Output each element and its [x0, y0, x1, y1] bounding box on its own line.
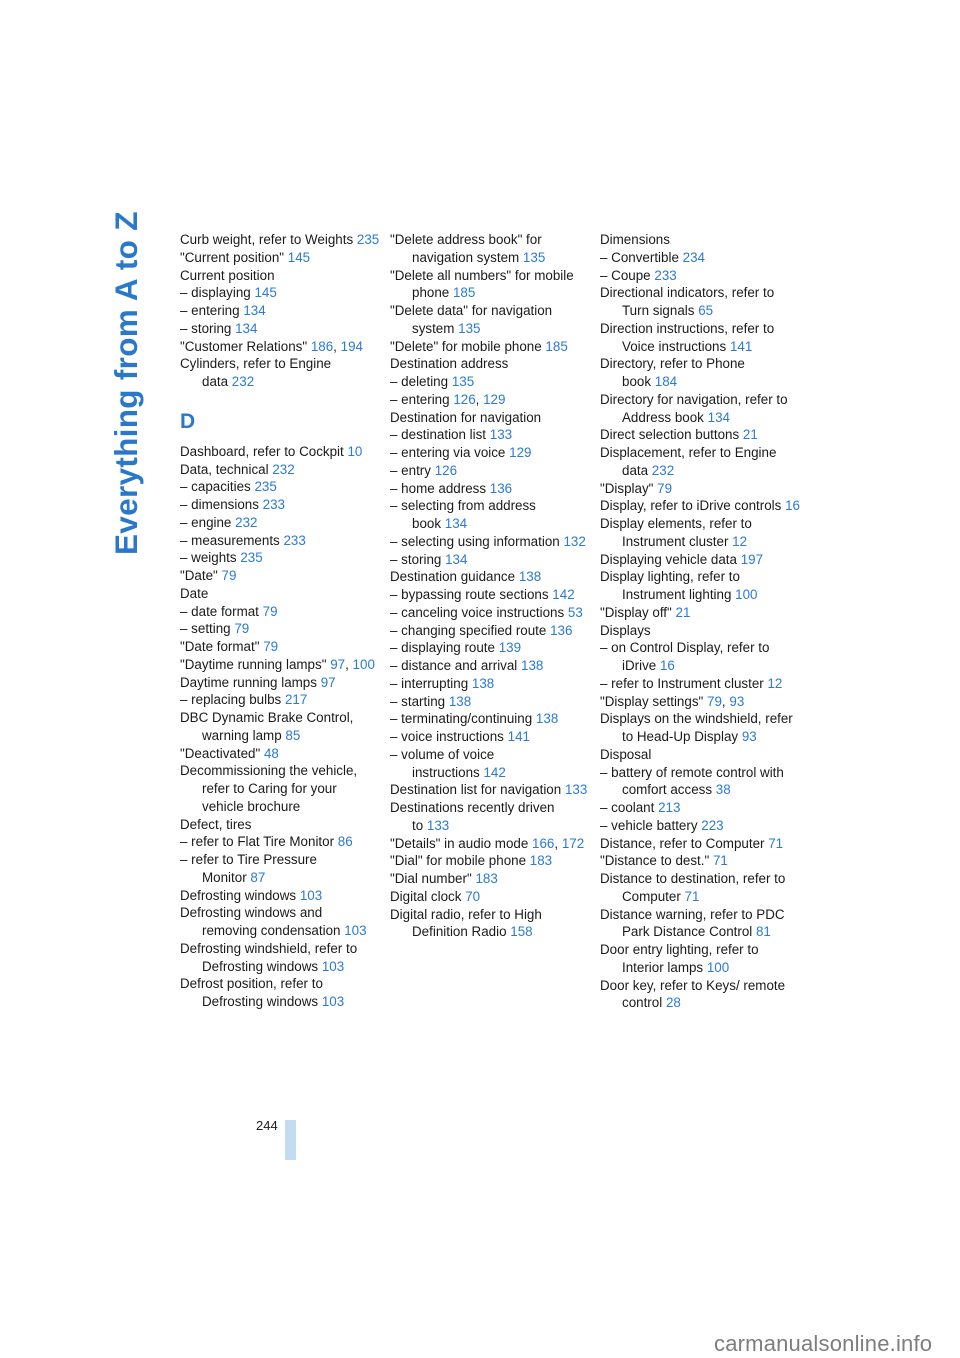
index-subentry — [390, 480, 590, 498]
index-entry — [390, 781, 590, 799]
index-subentry — [390, 586, 590, 604]
page-reference-link[interactable]: 232 — [231, 374, 255, 389]
index-entry — [390, 409, 590, 427]
entry-text: canceling voice instructions — [401, 604, 565, 620]
page-reference-link[interactable]: 71 — [684, 888, 700, 904]
index-entry — [390, 568, 590, 586]
entry-text: "Daytime running lamps" — [180, 656, 327, 672]
entry-text: "Delete" for mobile phone — [390, 338, 542, 354]
index-subentry — [390, 533, 590, 551]
entry-text: Displays — [600, 622, 651, 638]
index-entry — [600, 515, 800, 551]
entry-text: "Delete data" for navigation system — [390, 303, 553, 336]
page-reference-link[interactable]: 134 — [243, 303, 266, 318]
entry-text: Direction instructions, refer to Voice instructions — [600, 320, 775, 354]
index-entry — [180, 249, 380, 267]
index-subentry — [180, 620, 380, 638]
page-reference-link[interactable]: 232 — [272, 461, 295, 477]
entry-text: Convertible — [611, 249, 679, 265]
entry-text: Defrosting windshield, refer to Defrosting windows — [180, 940, 358, 974]
index-entry — [600, 480, 800, 498]
page-reference-link[interactable]: 100 — [352, 656, 375, 672]
entry-text: Dashboard, refer to Cockpit — [180, 443, 344, 459]
index-entry: "Display settings" 79, 93 — [600, 693, 745, 709]
index-entry — [600, 746, 800, 764]
page-reference-link[interactable]: 97 — [320, 674, 336, 690]
entry-text: Digital radio, refer to High Definition Radio — [390, 906, 542, 940]
entry-text: Data, technical — [180, 461, 269, 477]
index-entry — [600, 320, 800, 356]
index-subentry: – entering 126, 129 — [390, 391, 590, 409]
page-reference-link[interactable]: 129 — [483, 391, 506, 407]
index-entry — [180, 585, 380, 603]
page-reference-link[interactable]: 233 — [283, 532, 306, 548]
page-reference-link[interactable]: 235 — [254, 479, 277, 495]
page-reference-link[interactable]: 233 — [262, 497, 285, 512]
entry-text: volume of voice instructions — [401, 746, 495, 780]
entry-text: voice instructions — [401, 729, 504, 744]
page-reference-link[interactable]: 103 — [321, 958, 345, 974]
index-entry — [390, 355, 590, 373]
index-entry — [600, 284, 800, 320]
index-entry — [600, 231, 800, 249]
index-subentry — [390, 426, 590, 444]
entry-text: entering via voice — [401, 445, 506, 460]
entry-text: Destination for navigation — [390, 409, 542, 425]
entry-text: "Date format" — [180, 639, 260, 654]
page-reference-link[interactable]: 79 — [234, 621, 250, 637]
entry-text: DBC Dynamic Brake Control, warning lamp — [180, 710, 354, 743]
index-subentry — [600, 817, 800, 835]
entry-text: Display lighting, refer to Instrument lighting — [600, 569, 740, 602]
entry-text: Coupe — [611, 267, 651, 283]
entry-text: Directory, refer to Phone book — [600, 356, 745, 389]
entry-text: Display, refer to iDrive controls — [600, 498, 782, 514]
entry-text: measurements — [191, 532, 280, 548]
index-entry — [180, 762, 380, 815]
page-reference-link[interactable]: 141 — [507, 729, 530, 744]
page-reference-link[interactable]: 129 — [509, 445, 532, 460]
page-reference-link[interactable]: 136 — [489, 480, 513, 496]
page-reference-link[interactable]: 186 — [310, 338, 334, 354]
page-reference-link[interactable]: 28 — [665, 995, 681, 1011]
index-subentry — [180, 851, 380, 887]
entry-text: weights — [191, 550, 237, 566]
index-subentry — [390, 604, 590, 622]
page-reference-link[interactable]: 145 — [254, 285, 277, 301]
index-entry — [600, 391, 800, 427]
watermark: carmanualsonline.info — [714, 1331, 933, 1356]
entry-text: "Details" in audio mode — [390, 835, 529, 851]
entry-text: Defrosting windows and removing condensation — [180, 905, 341, 938]
entry-text: refer to Flat Tire Monitor — [191, 834, 335, 850]
entry-text: Defrost position, refer to Defrosting windows — [180, 976, 323, 1009]
index-subentry — [390, 622, 590, 640]
index-subentry — [180, 284, 380, 302]
index-subentry — [180, 514, 380, 532]
entry-text: Distance to destination, refer to Computer — [600, 871, 786, 904]
index-subentry — [600, 764, 800, 800]
page-reference-link[interactable]: 158 — [510, 924, 533, 940]
index-entry — [180, 567, 380, 585]
entry-text: "Display off" — [600, 604, 672, 620]
page-reference-link[interactable]: 79 — [263, 639, 279, 654]
index-subentry — [180, 603, 380, 621]
index-entry — [600, 941, 800, 977]
entry-text: displaying route — [401, 640, 495, 656]
index-subentry — [180, 549, 380, 567]
entry-text: Digital clock — [390, 888, 462, 904]
index-subentry — [390, 639, 590, 657]
entry-text: date format — [191, 603, 259, 619]
index-entry — [390, 231, 590, 267]
entry-text: Direct selection buttons — [600, 427, 740, 443]
entry-text: refer to Instrument cluster — [611, 675, 764, 691]
entry-text: Curb weight, refer to Weights — [180, 232, 354, 247]
page-reference-link[interactable]: 48 — [263, 745, 279, 761]
index-entry — [180, 975, 380, 1011]
index-entry — [180, 816, 380, 834]
index-entry — [180, 355, 380, 391]
entry-text: replacing bulbs — [191, 692, 282, 708]
index-entry — [180, 940, 380, 976]
entry-text: selecting from address book — [401, 498, 536, 531]
entry-text: Date — [180, 585, 209, 601]
page-reference-link[interactable]: 183 — [529, 853, 553, 869]
page-reference-link[interactable]: 138 — [448, 693, 472, 709]
page-reference-link[interactable]: 38 — [715, 782, 731, 798]
page-reference-link[interactable]: 16 — [785, 498, 800, 514]
page-reference-link[interactable]: 70 — [465, 888, 481, 904]
page-reference-link[interactable]: 133 — [426, 817, 450, 833]
index-entry — [180, 231, 380, 249]
page-reference-link[interactable]: 135 — [451, 374, 475, 389]
page-reference-link[interactable]: 65 — [698, 303, 714, 318]
entry-text: entry — [401, 462, 431, 478]
index-subentry — [600, 249, 800, 267]
index-subentry — [180, 478, 380, 496]
entry-text: Displays on the windshield, refer to Head-Up Display — [600, 711, 793, 744]
page-reference-link[interactable]: 134 — [235, 320, 258, 336]
entry-text: "Deactivated" — [180, 745, 261, 761]
index-subentry — [180, 691, 380, 709]
entry-text: interrupting — [401, 675, 469, 691]
entry-text: terminating/continuing — [401, 711, 533, 727]
entry-text: deleting — [401, 374, 449, 389]
entry-text: Defrosting windows — [180, 887, 297, 903]
entry-text: Distance warning, refer to PDC Park Distance Control — [600, 906, 785, 940]
page-reference-link[interactable]: 10 — [347, 443, 363, 459]
index-entry — [180, 674, 380, 692]
index-entry — [390, 267, 590, 303]
page-reference-link[interactable]: 142 — [483, 764, 506, 780]
page-reference-link[interactable]: 12 — [767, 675, 783, 691]
entry-text: entering — [401, 391, 450, 407]
entry-text: selecting using information — [401, 533, 560, 549]
index-entry — [600, 906, 800, 942]
index-subentry — [180, 320, 380, 338]
index-subentry — [180, 496, 380, 514]
entry-text: Distance, refer to Computer — [600, 835, 765, 851]
entry-text: coolant — [611, 800, 655, 815]
page-reference-link[interactable]: 235 — [240, 550, 263, 566]
index-subentry — [390, 551, 590, 569]
entry-text: Destination list for navigation — [390, 782, 562, 798]
index-subentry — [390, 675, 590, 693]
page-reference-link[interactable]: 12 — [732, 533, 748, 549]
index-entry — [600, 622, 800, 640]
index-entry — [390, 338, 590, 356]
page-reference-link[interactable]: 126 — [453, 391, 476, 407]
index-entry — [600, 355, 800, 391]
entry-text: storing — [191, 320, 232, 336]
page-reference-link[interactable]: 138 — [521, 658, 544, 673]
page-reference-link[interactable]: 197 — [740, 551, 764, 567]
index-entry — [600, 551, 800, 569]
index-entry — [390, 799, 590, 835]
entry-text: "Delete all numbers" for mobile phone — [390, 267, 574, 301]
page-reference-link[interactable]: 53 — [567, 604, 583, 620]
index-entry — [600, 870, 800, 906]
entry-text: "Distance to dest." — [600, 853, 710, 869]
page-reference-link[interactable]: 134 — [707, 409, 730, 425]
page-reference-link[interactable]: 100 — [706, 959, 730, 975]
entry-text: distance and arrival — [401, 658, 518, 673]
index-subentry — [390, 657, 590, 675]
page-reference-link[interactable]: 79 — [657, 480, 673, 496]
index-entry — [600, 710, 800, 746]
index-subentry — [390, 728, 590, 746]
page-reference-link[interactable]: 85 — [285, 727, 301, 743]
page-reference-link[interactable]: 139 — [498, 640, 522, 656]
page-reference-link[interactable]: 21 — [742, 427, 758, 443]
page-reference-link[interactable]: 183 — [475, 871, 498, 886]
page-reference-link[interactable]: 71 — [768, 835, 784, 851]
index-entry — [180, 267, 380, 285]
index-subentry — [390, 373, 590, 391]
entry-text: vehicle battery — [611, 817, 698, 833]
entry-text: on Control Display, refer to iDrive — [611, 640, 770, 673]
page-reference-link[interactable]: 185 — [545, 338, 568, 354]
index-entry — [600, 977, 800, 1013]
index-entry — [180, 887, 380, 905]
entry-text: entering — [191, 303, 240, 318]
page-reference-link[interactable]: 97 — [330, 656, 346, 672]
page-reference-link[interactable]: 133 — [564, 782, 588, 798]
page-reference-link[interactable]: 213 — [658, 800, 681, 815]
page-number: 244 — [256, 1118, 278, 1133]
page-reference-link[interactable]: 138 — [518, 569, 542, 585]
entry-text: storing — [401, 551, 442, 567]
entry-text: "Display settings" — [600, 693, 704, 709]
index-column-1 — [180, 231, 380, 1011]
index-subentry — [180, 833, 380, 851]
index-entry — [600, 604, 800, 622]
index-entry — [390, 870, 590, 888]
entry-text: Cylinders, refer to Engine data — [180, 356, 332, 389]
page-reference-link[interactable]: 235 — [356, 232, 380, 247]
entry-text: Door entry lighting, refer to Interior lamps — [600, 942, 759, 975]
entry-text: Defect, tires — [180, 816, 252, 832]
entry-text: "Customer Relations" — [180, 338, 308, 354]
index-entry: "Daytime running lamps" 97, 100 — [180, 656, 375, 672]
entry-text: Daytime running lamps — [180, 674, 317, 690]
entry-text: Displaying vehicle data — [600, 551, 737, 567]
entry-text: Destination address — [390, 356, 509, 372]
entry-text: Current position — [180, 267, 275, 283]
index-subentry — [180, 532, 380, 550]
index-subentry — [600, 639, 800, 675]
index-subentry — [390, 497, 590, 533]
entry-text: Decommissioning the vehicle, refer to Caring for your vehicle brochure — [180, 763, 358, 814]
index-subentry — [600, 675, 800, 693]
page-reference-link[interactable]: 184 — [654, 374, 678, 389]
page-reference-link[interactable]: 172 — [561, 835, 585, 851]
entry-text: capacities — [191, 479, 251, 495]
entry-text: starting — [401, 693, 446, 709]
side-title — [106, 211, 146, 555]
entry-text: "Display" — [600, 480, 654, 496]
page-reference-link[interactable]: 134 — [444, 516, 468, 531]
entry-text: Destination guidance — [390, 569, 516, 585]
index-entry — [180, 443, 380, 461]
page-reference-link[interactable]: 134 — [445, 551, 468, 567]
index-entry — [180, 745, 380, 763]
index-entry — [180, 461, 380, 479]
entry-text: "Date" — [180, 568, 218, 583]
page-reference-link[interactable]: 21 — [675, 604, 691, 620]
page-reference-link[interactable]: 103 — [299, 887, 323, 903]
entry-text: "Current position" — [180, 249, 285, 265]
page-reference-link[interactable]: 217 — [284, 692, 308, 708]
entry-text: Display elements, refer to Instrument cluster — [600, 516, 752, 549]
index-entry — [390, 852, 590, 870]
page-reference-link[interactable]: 100 — [735, 587, 758, 602]
index-entry — [390, 906, 590, 942]
page-reference-link[interactable]: 133 — [489, 427, 513, 443]
index-entry — [390, 888, 590, 906]
page-reference-link[interactable]: 232 — [235, 514, 258, 530]
side-title-text: Everything from A to Z — [108, 211, 144, 555]
page-reference-link[interactable]: 132 — [563, 533, 586, 549]
index-entry — [600, 568, 800, 604]
page-reference-link[interactable]: 142 — [552, 587, 575, 602]
page-reference-link[interactable]: 234 — [682, 249, 705, 265]
index-subentry — [390, 693, 590, 711]
entry-text: home address — [401, 480, 487, 496]
page-marker-bar — [285, 1120, 296, 1160]
page-reference-link[interactable]: 71 — [712, 853, 728, 869]
index-entry: "Details" in audio mode 166, 172 — [390, 835, 585, 851]
page-reference-link[interactable]: 93 — [741, 729, 757, 744]
page-reference-link[interactable]: 126 — [434, 462, 458, 478]
index-entry — [600, 835, 800, 853]
page-reference-link[interactable]: 103 — [321, 994, 345, 1009]
index-subentry — [390, 444, 590, 462]
entry-text: Disposal — [600, 746, 652, 762]
entry-text: Door key, refer to Keys/ remote control — [600, 977, 786, 1011]
entry-text: setting — [191, 621, 231, 637]
entry-text: "Dial number" — [390, 871, 472, 886]
page-reference-link[interactable]: 16 — [659, 658, 675, 673]
page-reference-link[interactable]: 136 — [550, 622, 573, 638]
index-subentry — [600, 799, 800, 817]
entry-text: destination list — [401, 427, 487, 443]
page-reference-link[interactable]: 79 — [262, 603, 278, 619]
entry-text: "Dial" for mobile phone — [390, 853, 527, 869]
entry-text: Destinations recently driven to — [390, 800, 555, 833]
index-column-2 — [390, 231, 590, 941]
index-entry: "Customer Relations" 186, 194 — [180, 338, 363, 354]
entry-text: displaying — [191, 285, 251, 301]
page-reference-link[interactable]: 81 — [755, 924, 771, 940]
page-reference-link[interactable]: 79 — [707, 693, 722, 709]
index-subentry — [600, 267, 800, 285]
page-reference-link[interactable]: 223 — [701, 817, 724, 833]
page-reference-link[interactable]: 135 — [522, 249, 546, 265]
page-reference-link[interactable]: 86 — [337, 834, 353, 850]
page-reference-link[interactable]: 185 — [452, 285, 476, 301]
page-reference-link[interactable]: 103 — [344, 923, 367, 938]
entry-text: Directional indicators, refer to Turn signals — [600, 285, 775, 318]
index-entry — [600, 497, 800, 515]
entry-text: bypassing route sections — [401, 587, 549, 602]
section-heading: D — [180, 409, 196, 433]
page-reference-link[interactable]: 145 — [287, 249, 311, 265]
page-reference-link[interactable]: 138 — [471, 675, 495, 691]
page-reference-link[interactable]: 166 — [532, 835, 555, 851]
index-column-3 — [600, 231, 800, 1012]
page-reference-link[interactable]: 194 — [340, 338, 363, 354]
index-subentry — [390, 746, 590, 782]
entry-text: battery of remote control with comfort access — [611, 764, 784, 798]
entry-text: dimensions — [191, 497, 259, 512]
page-reference-link[interactable]: 93 — [729, 693, 745, 709]
index-entry — [180, 904, 380, 940]
page-reference-link[interactable]: 232 — [651, 462, 675, 478]
page-reference-link[interactable]: 141 — [729, 338, 753, 354]
index-entry — [180, 638, 380, 656]
entry-text: engine — [191, 514, 232, 530]
entry-text: Dimensions — [600, 232, 670, 247]
index-entry — [600, 426, 800, 444]
entry-text: refer to Tire Pressure Monitor — [191, 852, 317, 885]
index-subentry — [180, 302, 380, 320]
index-entry — [180, 709, 380, 745]
page-reference-link[interactable]: 135 — [458, 320, 481, 336]
index-subentry — [390, 462, 590, 480]
entry-text: Displacement, refer to Engine data — [600, 445, 777, 478]
index-subentry — [390, 710, 590, 728]
index-entry — [390, 302, 590, 338]
index-entry — [600, 444, 800, 480]
page-reference-link[interactable]: 233 — [654, 267, 677, 283]
index-entry — [600, 852, 800, 870]
entry-text: "Delete address book" for navigation system — [390, 232, 542, 265]
page-reference-link[interactable]: 87 — [250, 869, 266, 885]
page-reference-link[interactable]: 138 — [535, 711, 559, 727]
entry-text: Directory for navigation, refer to Address book — [600, 391, 788, 425]
page-reference-link[interactable]: 79 — [221, 568, 237, 583]
entry-text: changing specified route — [401, 622, 547, 638]
